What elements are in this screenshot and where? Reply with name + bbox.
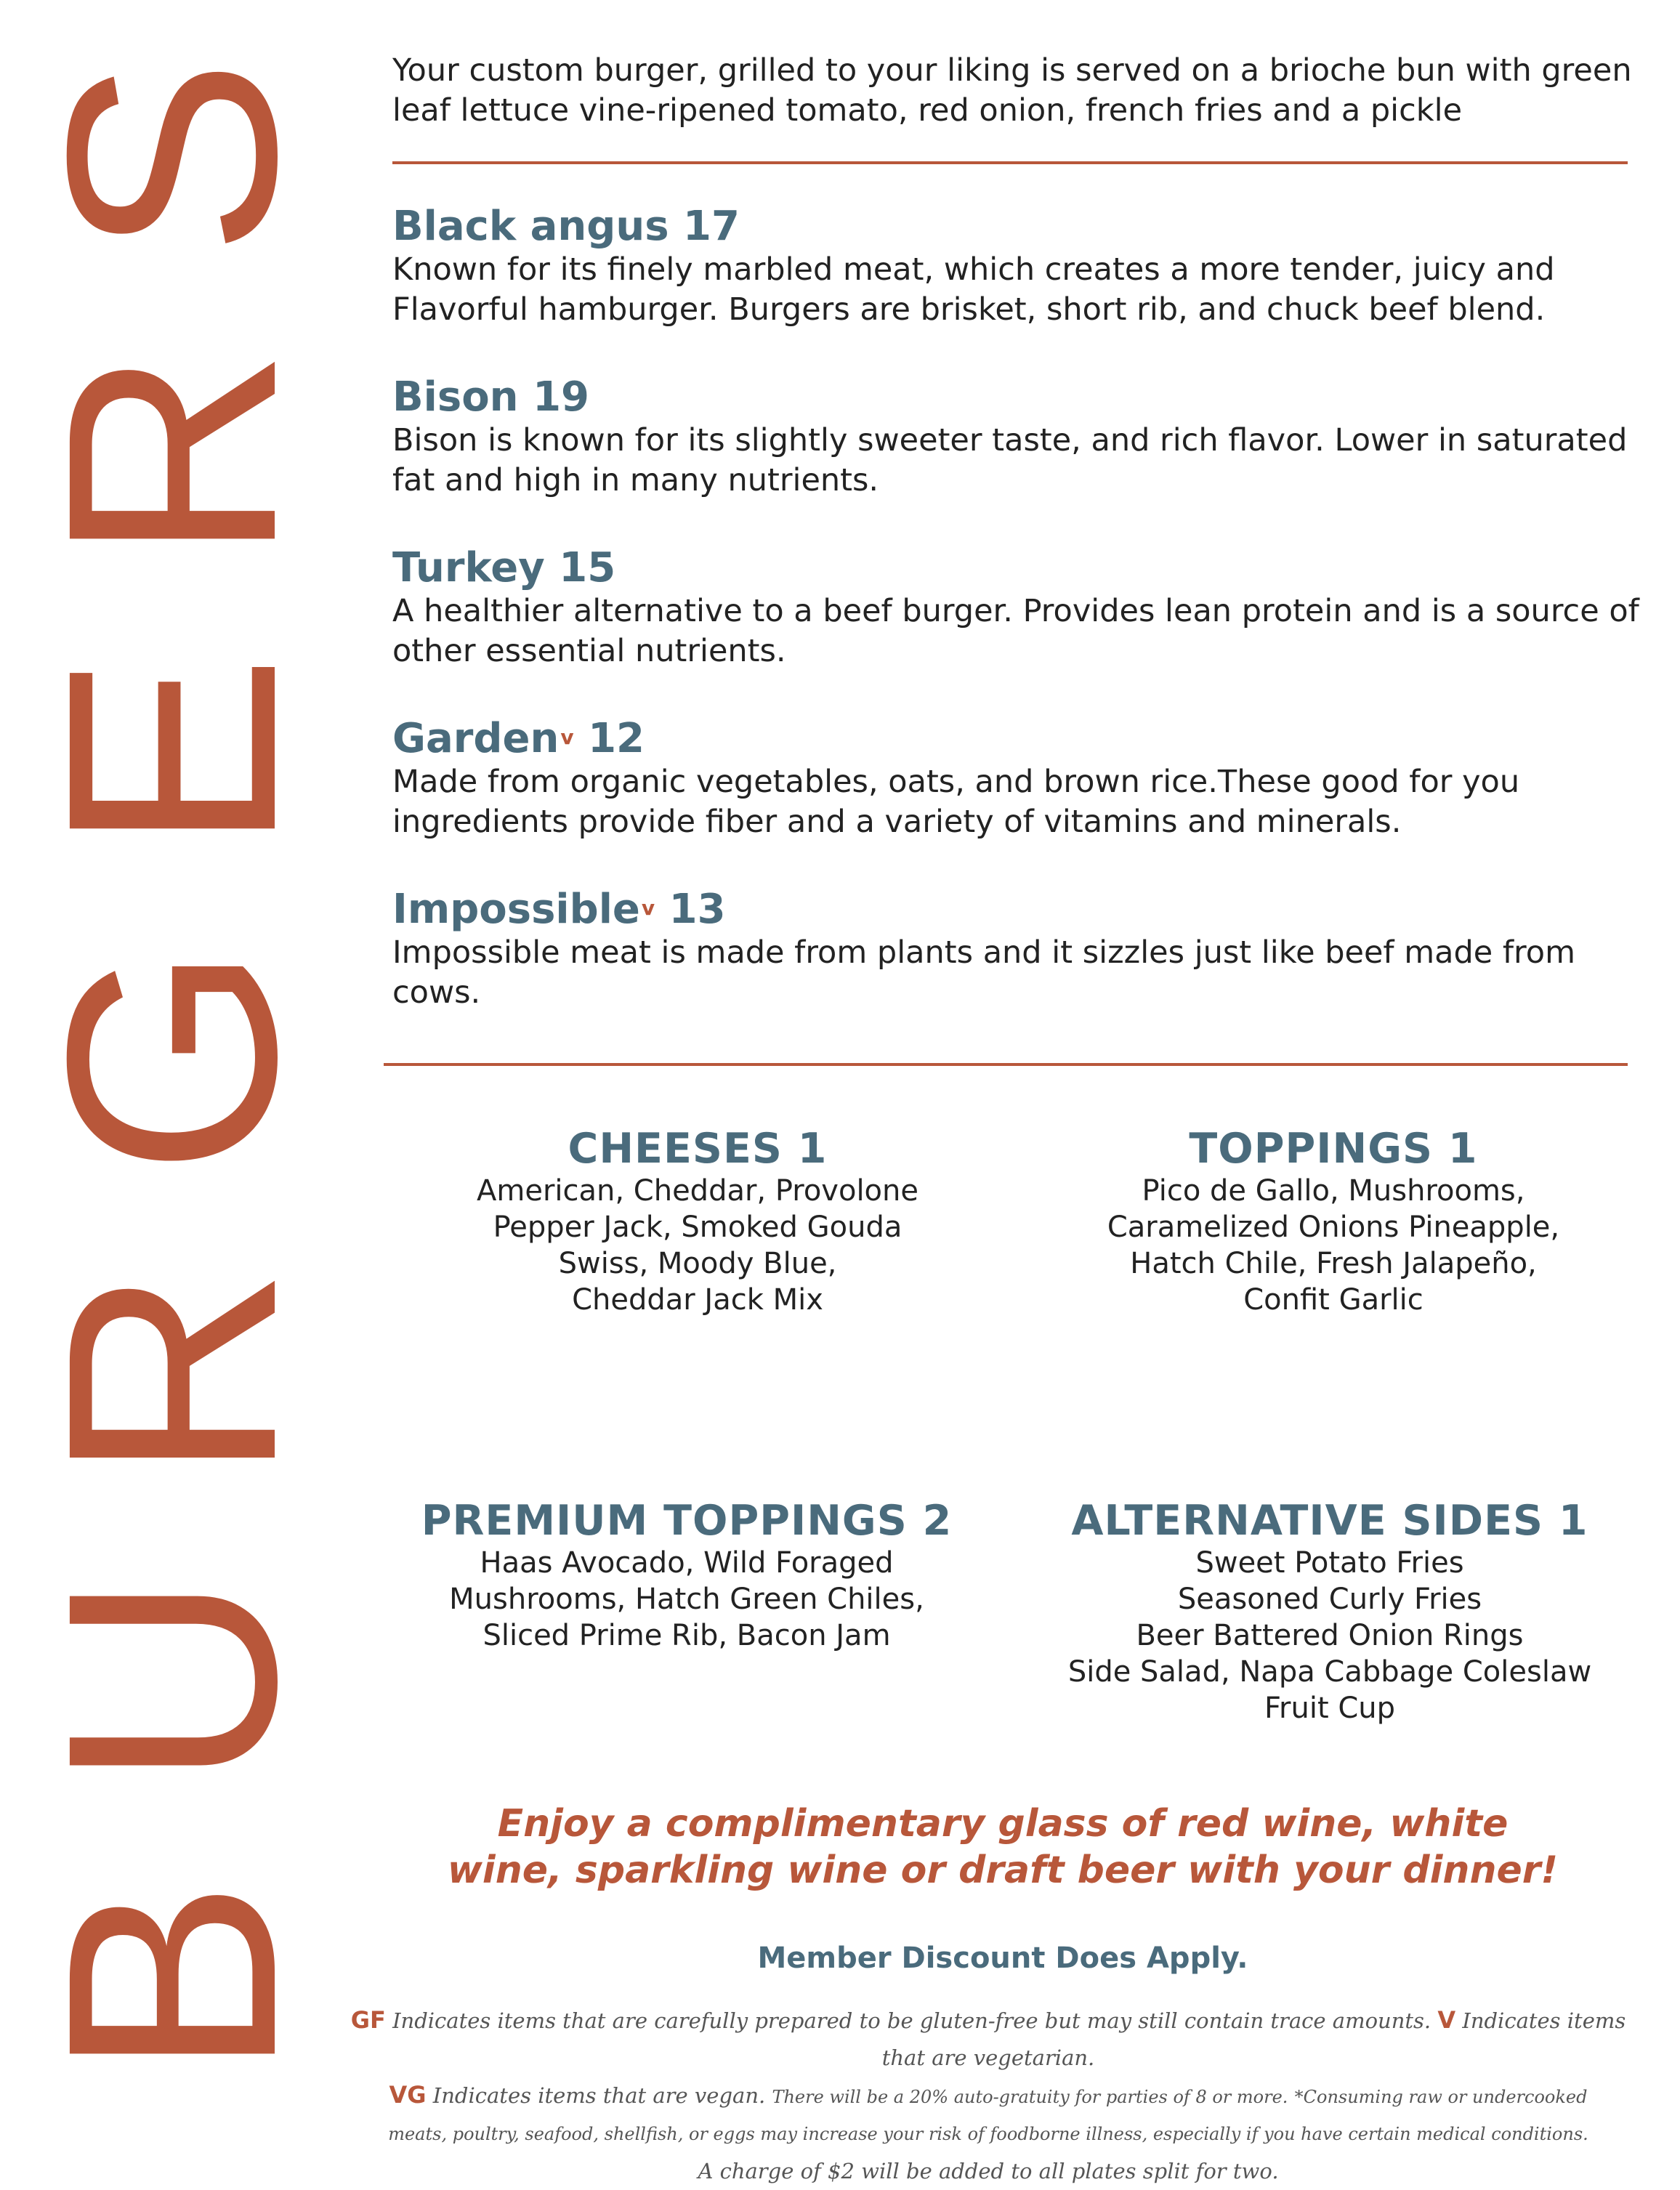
divider-top — [392, 161, 1628, 164]
burger-name-text: Bison — [392, 373, 519, 421]
legal-footer — [334, 2002, 1642, 2190]
burger-name — [392, 203, 1642, 250]
burger-item-turkey — [392, 545, 1642, 671]
burger-price: 13 — [669, 886, 726, 933]
premium-toppings-title: PREMIUM TOPPINGS 2 — [421, 1497, 953, 1545]
legal-line — [334, 2077, 1642, 2116]
alternative-sides-line: Sweet Potato Fries — [1195, 1546, 1464, 1580]
cheeses-line: Cheddar Jack Mix — [572, 1283, 823, 1317]
toppings-section — [1006, 1125, 1660, 1318]
promo-text — [392, 1801, 1613, 1894]
gluten-free-note: Indicates items that are carefully prepared to be gluten-free but may still contain trace amounts. — [392, 2008, 1431, 2033]
intro-text: Your custom burger, grilled to your liking is served on a brioche bun with green leaf lettuce vine-ripened tomato, red onion, french fries and a pickle — [392, 52, 1632, 129]
alternative-sides-section — [1003, 1497, 1657, 1726]
side-title — [5, 58, 338, 2078]
burger-description: Bison is known for its slightly sweeter taste, and rich flavor. Lower in saturated fat and high in many nutrients. — [392, 422, 1628, 498]
burger-name-text: Turkey — [392, 544, 545, 591]
toppings-line: Hatch Chile, Fresh Jalapeño, — [1130, 1247, 1537, 1280]
burger-item-garden — [392, 716, 1642, 842]
toppings-line: Caramelized Onions Pineapple, — [1107, 1211, 1560, 1244]
burger-name — [392, 374, 1642, 421]
premium-toppings-line: Haas Avocado, Wild Foraged — [480, 1546, 894, 1580]
premium-toppings-line: Sliced Prime Rib, Bacon Jam — [482, 1619, 891, 1652]
premium-toppings-section — [360, 1497, 1014, 1654]
cheeses-title: CHEESES 1 — [568, 1125, 828, 1173]
burger-description: Made from organic vegetables, oats, and brown rice.These good for you ingredients provide fiber and a variety of vitamins and minerals. — [392, 764, 1520, 840]
cheeses-line: American, Cheddar, Provolone — [477, 1174, 918, 1208]
alternative-sides-title: ALTERNATIVE SIDES 1 — [1071, 1497, 1588, 1545]
burger-item-impossible — [392, 886, 1642, 1013]
vegan-tag: VG — [389, 2081, 427, 2109]
consumption-warning-continued: meats, poultry, seafood, shellfish, or eggs may increase your risk of foodborne illness, especially if you have certain medical conditions. — [388, 2124, 1588, 2144]
burger-price: 17 — [683, 203, 740, 250]
burger-item-black-angus — [392, 203, 1642, 330]
vegetarian-note: Indicates items that are vegetarian. — [881, 2008, 1626, 2070]
vegan-note: Indicates items that are vegan. — [432, 2083, 766, 2108]
promo-line: Enjoy a complimentary glass of red wine, white — [497, 1802, 1509, 1846]
vegetarian-marker: v — [641, 896, 655, 920]
burger-name — [392, 716, 1642, 762]
burger-item-bison — [392, 374, 1642, 501]
cheeses-section — [371, 1125, 1025, 1318]
side-title-text: BURGERS — [5, 58, 338, 2078]
toppings-line: Pico de Gallo, Mushrooms, — [1142, 1174, 1525, 1208]
divider-middle — [384, 1063, 1628, 1066]
burger-name-text: Garden — [392, 715, 560, 762]
vegetarian-tag: V — [1437, 2006, 1456, 2034]
premium-toppings-line: Mushrooms, Hatch Green Chiles, — [449, 1583, 924, 1616]
burger-name-text: Impossible — [392, 886, 640, 933]
cheeses-line: Swiss, Moody Blue, — [558, 1247, 837, 1280]
burger-price: 19 — [533, 373, 589, 421]
burger-name — [392, 545, 1642, 591]
burger-name-text: Black angus — [392, 203, 669, 250]
burger-price: 12 — [588, 715, 645, 762]
promo-line: wine, sparkling wine or draft beer with your dinner! — [447, 1848, 1559, 1892]
consumption-warning: *Consuming raw or undercooked — [1294, 2087, 1588, 2107]
gratuity-note: There will be a 20% auto-gratuity for parties of 8 or more. — [772, 2087, 1288, 2107]
burger-price: 15 — [559, 544, 616, 591]
alternative-sides-line: Fruit Cup — [1264, 1692, 1396, 1725]
toppings-title: TOPPINGS 1 — [1189, 1125, 1478, 1173]
burger-description: Impossible meat is made from plants and it sizzles just like beef made from cows. — [392, 934, 1575, 1011]
alternative-sides-line: Side Salad, Napa Cabbage Coleslaw — [1067, 1655, 1592, 1689]
legal-line — [334, 2002, 1642, 2077]
split-plate-note: A charge of $2 will be added to all plates split for two. — [698, 2159, 1279, 2183]
gluten-free-tag: GF — [350, 2006, 386, 2034]
alternative-sides-line: Beer Battered Onion Rings — [1136, 1619, 1524, 1652]
toppings-line: Confit Garlic — [1243, 1283, 1423, 1317]
vegetarian-marker: v — [560, 725, 574, 749]
burger-description: Known for its finely marbled meat, which creates a more tender, juicy and Flavorful hamburger. Burgers are brisket, short rib, and chuck beef blend. — [392, 251, 1555, 328]
burger-name — [392, 886, 1642, 933]
member-discount-text: Member Discount Does Apply. — [757, 1941, 1248, 1975]
burger-description: A healthier alternative to a beef burger. Provides lean protein and is a source of other essential nutrients. — [392, 593, 1639, 669]
alternative-sides-line: Seasoned Curly Fries — [1177, 1583, 1482, 1616]
cheeses-line: Pepper Jack, Smoked Gouda — [493, 1211, 902, 1244]
intro-block — [392, 51, 1642, 131]
